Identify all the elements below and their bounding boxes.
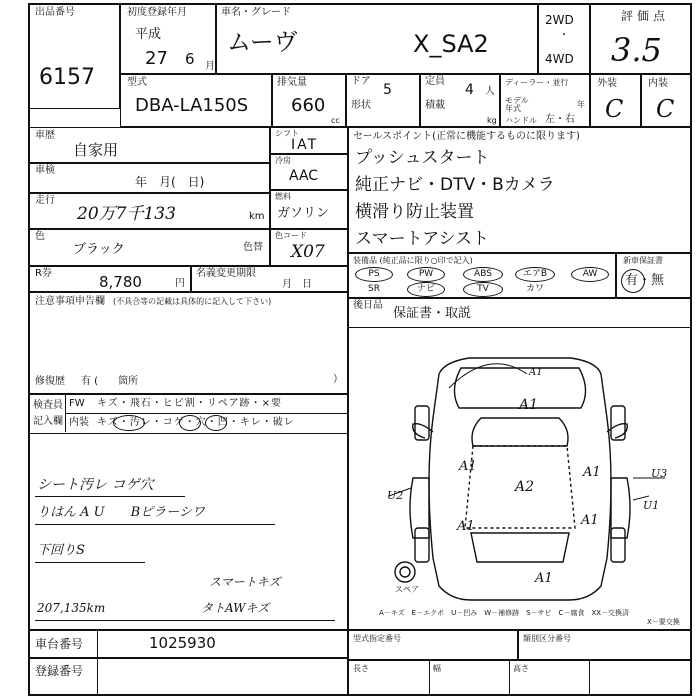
sales-points-cell (348, 127, 692, 253)
fw-head: FW (69, 398, 85, 409)
shift-cell (270, 127, 348, 154)
damage-mark-8: A1 (529, 367, 543, 378)
class-label: 類別区分番号 (523, 634, 571, 643)
width-label: 幅 (433, 664, 441, 673)
damage-mark-3: A2 (515, 479, 535, 495)
drive-4wd: 4WD (545, 52, 574, 66)
interior-grade: C (656, 95, 675, 123)
dealer-cell (500, 74, 590, 127)
warranty-circle-mark (621, 269, 645, 293)
circle-mark-2 (179, 415, 201, 431)
notes-sub: (不具合等の記載は具体的に記入して下さい) (113, 297, 272, 306)
type-label: 型式 (127, 77, 147, 88)
car-diagram (349, 328, 693, 608)
displacement-label: 排気量 (277, 77, 307, 88)
circle-mark-1 (113, 415, 145, 431)
warranty-value: 有・無 (625, 273, 665, 288)
recycle-label: R券 (35, 268, 52, 279)
history-value: 自家用 (73, 141, 119, 159)
doors: 5 (383, 82, 392, 98)
u-mark-3: U3 (651, 467, 668, 480)
equip-pw: PW (407, 267, 445, 282)
registration-label: 登録番号 (35, 664, 84, 678)
exterior-cell (590, 74, 641, 127)
history-cell (28, 127, 270, 163)
note-4: スマートキズ (209, 575, 281, 589)
damage-mark-5: A1 (457, 519, 475, 534)
capacity-cell (420, 74, 500, 127)
chassis-label: 車台番号 (35, 637, 84, 651)
history-label: 車歴 (35, 130, 55, 141)
displacement: 660 (291, 95, 326, 116)
month-unit: 月 (205, 61, 215, 72)
chassis-number: 1025930 (149, 634, 216, 652)
color-code-value: X07 (291, 242, 325, 262)
lot-number: 6157 (39, 65, 95, 90)
equip-ps: PS (355, 267, 393, 282)
model-label: 車名・グレード (221, 7, 291, 18)
yen-unit: 円 (175, 278, 185, 289)
score-label: 評価点 (621, 9, 670, 23)
color-code-cell (270, 229, 348, 266)
exterior-label: 外装 (597, 78, 617, 89)
capacity-label: 定員 (425, 76, 445, 87)
spare-label: スペア (395, 585, 419, 594)
aircon-cell (270, 154, 348, 190)
repaint-label: 色替 (243, 242, 263, 253)
sales-point-3: 横滑り防止装置 (355, 202, 474, 222)
warranty-cell (616, 253, 692, 298)
mileage-label: 走行 (35, 195, 55, 206)
door-label: ドア (351, 76, 371, 87)
first-reg-label: 初度登録年月 (127, 7, 187, 18)
equip-navi: ナビ (407, 282, 445, 297)
repair-value: 有 ( 箇所 (81, 376, 139, 387)
score-cell (590, 3, 692, 74)
recycle-cell (28, 266, 191, 292)
repair-close: ） (333, 374, 343, 385)
drive-cell (538, 3, 590, 74)
shape-label: 形状 (351, 100, 371, 111)
note-1: シート汚レ コゲ穴 (37, 477, 154, 493)
chassis-cell (28, 630, 348, 658)
mileage-value: 20万7千133 (77, 204, 176, 224)
fuel-label: 燃料 (275, 192, 291, 201)
interior-head: 内装 (69, 417, 89, 428)
registration-cell (28, 658, 348, 696)
equipment-label: 装備品 (純正品に限り○印で記入) (353, 256, 473, 265)
shift-label: シフト (275, 129, 299, 138)
note-5: タトAWキズ (201, 601, 270, 615)
type-cell (120, 74, 272, 127)
type-designation-cell (348, 630, 518, 660)
inspector-cell (28, 394, 348, 434)
color-label: 色 (35, 231, 45, 242)
score-value: 3.5 (611, 31, 662, 69)
interior-items: キズ・汚レ・コゲ・穴・凹・キレ・破レ (97, 417, 295, 428)
type-designation-label: 型式指定番号 (353, 634, 401, 643)
color-value: ブラック (73, 242, 125, 257)
circle-mark-3 (205, 415, 227, 431)
sales-label: セールスポイント(正常に機能するものに限ります) (353, 131, 580, 142)
sales-point-1: プッシュスタート (355, 148, 490, 168)
legend: A－キズ E－エクボ U－凹み W－補修跡 S－サビ C－腐食 XX－交換済 (379, 609, 630, 617)
equip-leather: カワ (525, 284, 544, 294)
cc-unit: cc (331, 116, 340, 125)
rear-value: 保証書・取説 (393, 306, 472, 321)
aircon-label: 冷房 (275, 156, 291, 165)
inspector-label-1: 検査員 (33, 400, 63, 411)
dimensions-cell (348, 660, 692, 696)
equip-sr: SR (368, 284, 380, 294)
equipment-cell (348, 253, 616, 298)
equip-abs: ABS (463, 267, 503, 282)
era: 平成 (135, 27, 162, 42)
dealer-label: ディーラー・並行 (505, 78, 569, 87)
handle-label: ハンドル (505, 116, 537, 125)
u-mark-2: U2 (387, 489, 404, 502)
kg-unit: kg (487, 116, 497, 125)
repair-label: 修復歴 (35, 376, 65, 387)
rear-items-cell (348, 298, 692, 328)
damage-mark-4: A1 (583, 465, 601, 480)
inspection-value: 年 月( 日) (135, 175, 205, 189)
notes-label: 注意事項申告欄 (35, 296, 105, 307)
new-warranty-label: 新車保証書 (623, 256, 663, 265)
drive-dot: ・ (559, 30, 569, 41)
shift-value: IAT (291, 137, 319, 153)
tax-value: 月 日 (282, 279, 312, 290)
lot-label: 出品番号 (35, 7, 75, 18)
inspector-label-2: 記入欄 (33, 416, 63, 427)
tax-label: 名義変更期限 (196, 268, 256, 279)
note-2: りはん A U Bピラーシワ (37, 505, 205, 520)
odometer-note: 207,135km (37, 601, 106, 615)
type-code: DBA-LA150S (135, 95, 249, 116)
color-code-label: 色コード (275, 231, 307, 240)
length-label: 長さ (353, 664, 369, 673)
damage-mark-7: A1 (535, 571, 553, 586)
interior-cell (641, 74, 692, 127)
model-grade-cell (216, 3, 538, 74)
class-cell (518, 630, 692, 660)
damage-mark-1: A1 (519, 397, 539, 413)
fw-items: キズ・飛石・ヒビ割・リペア跡・×要 (97, 398, 282, 409)
grade: X_SA2 (413, 30, 489, 58)
aircon-value: AAC (289, 168, 319, 184)
model-year-label: モデル年式 (505, 96, 529, 113)
equip-tv: TV (463, 282, 503, 297)
sales-point-4: スマートアシスト (355, 229, 489, 249)
km-unit: km (249, 211, 265, 222)
tax-cell (191, 266, 348, 292)
rear-label: 後日品 (353, 300, 383, 311)
load-label: 積載 (425, 100, 445, 111)
u-mark-1: U1 (643, 499, 660, 512)
mileage-cell (28, 193, 270, 229)
height-label: 高さ (513, 664, 529, 673)
reg-month: 6 (185, 50, 195, 68)
fuel-cell (270, 190, 348, 229)
handwritten-area (28, 434, 348, 630)
equip-aw: AW (571, 267, 609, 282)
interior-label: 内装 (648, 78, 668, 89)
displacement-cell (272, 74, 346, 127)
damage-mark-2: A1 (459, 459, 477, 474)
car-name: ムーヴ (227, 28, 298, 56)
reg-year: 27 (145, 48, 168, 69)
color-cell (28, 229, 270, 266)
exterior-grade: C (605, 95, 624, 123)
door-cell (346, 74, 420, 127)
fuel-value: ガソリン (277, 206, 330, 221)
note-3: 下回りS (37, 543, 85, 558)
inspection-label: 車検 (35, 165, 55, 176)
legend-bottom: X－要交換 (647, 618, 680, 626)
inspection-cell (28, 163, 270, 193)
notes-cell (28, 292, 348, 394)
recycle-value: 8,780 (99, 273, 142, 291)
sales-point-2: 純正ナビ・DTV・Bカメラ (355, 175, 555, 195)
capacity-unit: 人 (485, 86, 495, 97)
diagram-area (348, 328, 692, 630)
lot-number-cell (28, 3, 120, 109)
damage-mark-6: A1 (581, 513, 599, 528)
drive-2wd: 2WD (545, 13, 574, 27)
year-unit: 年 (577, 100, 585, 109)
equip-airbag: エアB (515, 267, 555, 282)
capacity: 4 (465, 82, 474, 98)
first-registration-cell (120, 3, 216, 74)
handle-value: 左・右 (545, 114, 575, 125)
